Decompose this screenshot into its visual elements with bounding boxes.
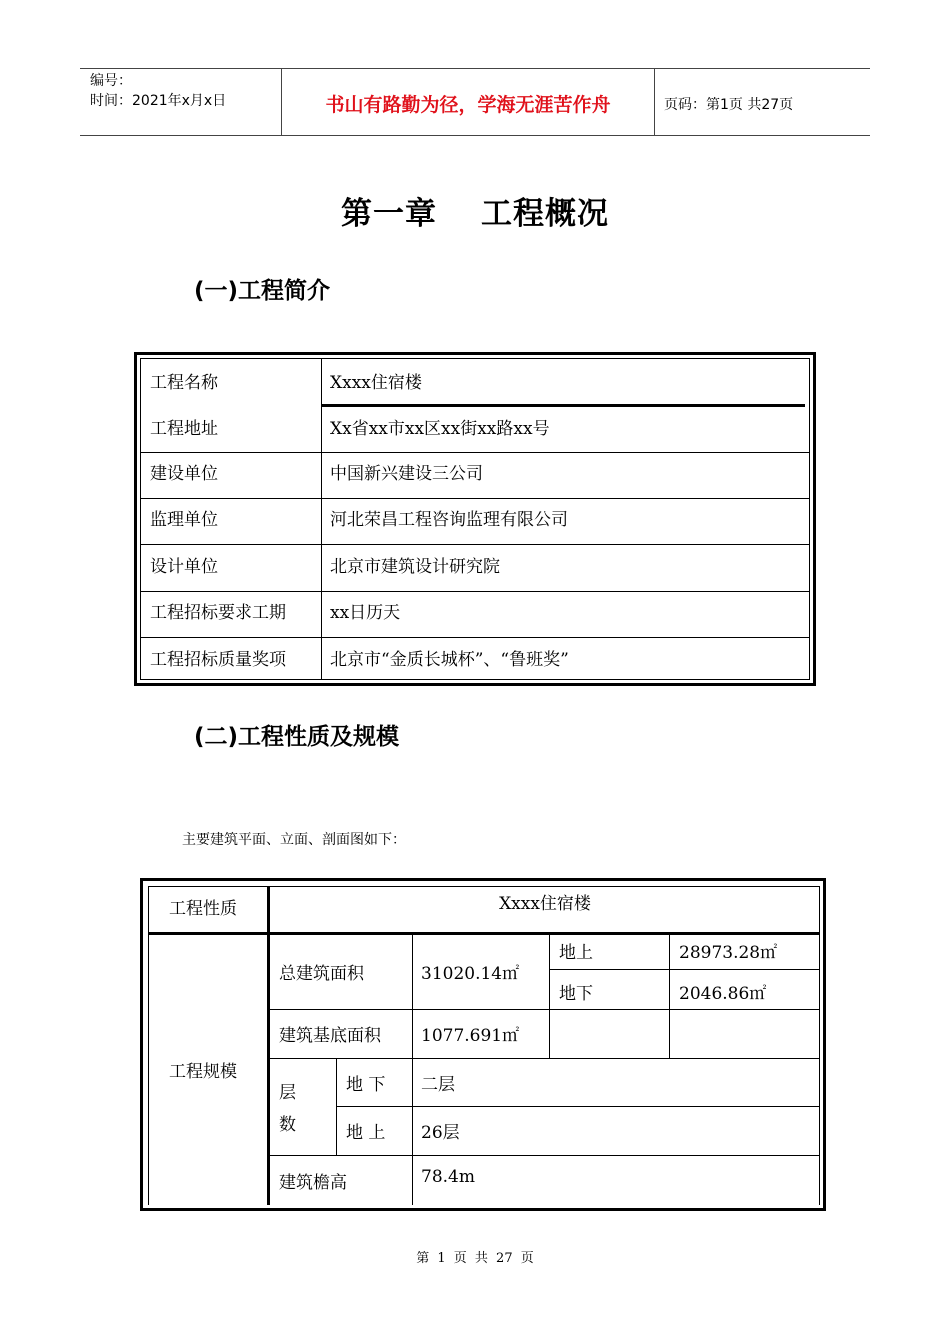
base-area-label: 建筑基底面积 — [279, 1026, 381, 1046]
header-top-rule — [80, 68, 870, 69]
row-value-project-name: Xxxx住宿楼 — [330, 373, 422, 393]
table-rule — [412, 935, 413, 1205]
table-rule — [336, 1106, 820, 1107]
row-value-address: Xx省xx市xx区xx街xx路xx号 — [330, 419, 550, 439]
table-rule — [148, 932, 820, 935]
scale-label: 工程规模 — [169, 1062, 237, 1082]
header-page-info: 页码：第1页 共27页 — [664, 97, 794, 113]
table-rule — [141, 637, 809, 638]
eave-height-value: 78.4m — [421, 1167, 475, 1187]
header-time-label: 时间：2021年x月x日 — [90, 93, 227, 109]
floors-below-label: 地 下 — [346, 1075, 386, 1095]
chapter-subtitle: 工程概况 — [481, 196, 609, 232]
table-divider — [321, 359, 322, 679]
above-ground-area: 28973.28㎡ — [679, 943, 778, 963]
total-area-label: 总建筑面积 — [279, 964, 364, 984]
total-area-value: 31020.14㎡ — [421, 964, 520, 984]
table-rule — [148, 886, 820, 887]
row-value-builder: 中国新兴建设三公司 — [330, 464, 483, 484]
section-title-overview: (一)工程简介 — [194, 278, 331, 304]
floors-above-value: 26层 — [421, 1123, 460, 1143]
floors-label-1: 层 — [279, 1083, 296, 1103]
row-label-quality-award: 工程招标质量奖项 — [150, 650, 286, 670]
nature-value: Xxxx住宿楼 — [499, 894, 591, 914]
row-label-project-name: 工程名称 — [150, 373, 218, 393]
floors-below-value: 二层 — [421, 1075, 455, 1095]
table-rule — [336, 1058, 337, 1155]
below-ground-label: 地下 — [559, 984, 593, 1004]
base-area-value: 1077.691㎡ — [421, 1026, 520, 1046]
chapter-title — [0, 188, 950, 233]
table-rule — [141, 498, 809, 499]
table-rule — [270, 1155, 820, 1156]
section-title-nature-scale: (二)工程性质及规模 — [194, 724, 400, 750]
row-value-quality-award: 北京市“金质长城杯”、“鲁班奖” — [330, 650, 569, 670]
table-rule — [141, 544, 809, 545]
above-ground-label: 地上 — [559, 943, 593, 963]
floors-above-label: 地 上 — [346, 1123, 386, 1143]
table-rule — [270, 1058, 820, 1059]
row-value-duration: xx日历天 — [330, 603, 401, 623]
header-number-label: 编号： — [90, 73, 132, 89]
table-rule — [270, 1009, 820, 1010]
row-label-designer: 设计单位 — [150, 557, 218, 577]
eave-height-label: 建筑檐高 — [279, 1173, 347, 1193]
project-scale-table — [140, 878, 826, 1211]
chapter-number: 第一章 — [341, 196, 437, 232]
project-overview-table — [134, 352, 816, 686]
table-rule — [549, 935, 550, 1058]
row-label-builder: 建设单位 — [150, 464, 218, 484]
table-rule — [321, 404, 805, 407]
header-divider — [654, 68, 655, 136]
header-bottom-rule — [80, 135, 870, 136]
table-rule — [549, 969, 820, 970]
table-rule — [141, 591, 809, 592]
nature-label: 工程性质 — [169, 899, 237, 919]
row-value-supervisor: 河北荣昌工程咨询监理有限公司 — [330, 510, 568, 530]
drawings-caption: 主要建筑平面、立面、剖面图如下： — [182, 832, 406, 848]
table-rule — [141, 452, 809, 453]
row-label-address: 工程地址 — [150, 419, 218, 439]
row-value-designer: 北京市建筑设计研究院 — [330, 557, 500, 577]
floors-label-2: 数 — [279, 1115, 296, 1135]
table-rule — [669, 935, 670, 1058]
row-label-duration: 工程招标要求工期 — [150, 603, 286, 623]
row-label-supervisor: 监理单位 — [150, 510, 218, 530]
header-motto: 书山有路勤为径，学海无涯苦作舟 — [325, 94, 611, 116]
below-ground-area: 2046.86㎡ — [679, 984, 767, 1004]
page-footer: 第 1 页 共 27 页 — [416, 1251, 534, 1266]
table-rule — [267, 886, 270, 1205]
